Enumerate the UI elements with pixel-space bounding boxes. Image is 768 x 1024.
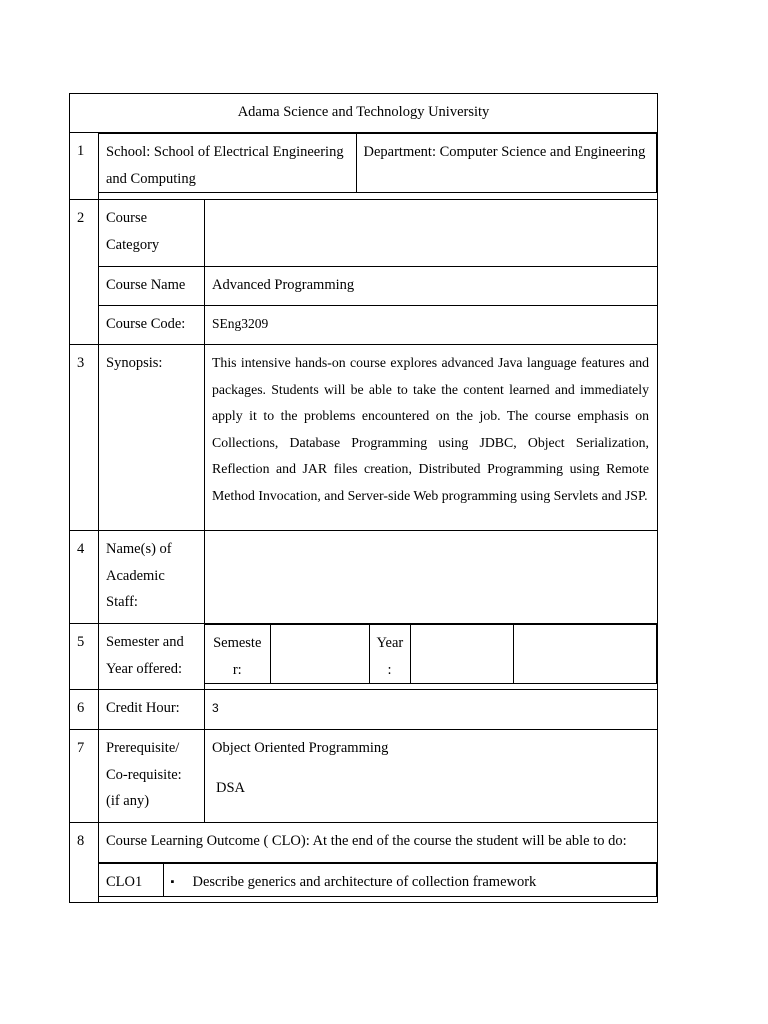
row-number: 8	[70, 823, 99, 903]
clo-text: Describe generics and architecture of collection framework	[192, 874, 537, 890]
row-number: 4	[70, 531, 99, 624]
clo-inner	[99, 863, 657, 897]
course-code-value: SEng3209	[205, 306, 658, 345]
semester-year-label: Semester and Year offered:	[99, 624, 205, 690]
school-dept-cell	[99, 133, 658, 200]
bullet-icon: ▪	[170, 876, 175, 888]
credit-hour-label: Credit Hour:	[99, 690, 205, 730]
university-title: Adama Science and Technology University	[70, 94, 658, 133]
prerequisite-item-2: DSA	[216, 779, 246, 796]
credit-hour-value: 3	[205, 690, 658, 730]
clo-text-cell	[163, 864, 657, 897]
prerequisite-value	[205, 730, 658, 823]
extra-value	[513, 625, 657, 684]
semester-value	[270, 625, 369, 684]
course-category-label: Course Category	[99, 200, 205, 267]
school-field: School: School of Electrical Engineering and Computing	[99, 134, 356, 193]
school-dept-inner	[99, 133, 657, 193]
year-value	[410, 625, 513, 684]
prerequisite-item-1: Object Oriented Programming	[212, 740, 389, 756]
row-number: 1	[70, 133, 99, 200]
semester-year-cell	[205, 624, 658, 690]
academic-staff-value	[205, 531, 658, 624]
row-number: 7	[70, 730, 99, 823]
clo-row	[99, 863, 658, 903]
synopsis-label: Synopsis:	[99, 345, 205, 531]
row-number: 5	[70, 624, 99, 690]
synopsis-text: This intensive hands-on course explores advanced Java language features and packages. Students will be able to take the content learned and immediately apply it to the problems encountered on the job. The course emphasis on Collections, Database Programming using JDBC, Object Serialization, Reflection and JAR files creation, Distributed Programming using Remote Method Invocation, and Server-side Web programming using Servlets and JSP.	[205, 345, 658, 531]
row-number: 3	[70, 345, 99, 531]
clo-id: CLO1	[99, 864, 163, 897]
year-label: Year :	[369, 625, 410, 684]
course-name-label: Course Name	[99, 267, 205, 306]
clo-heading: Course Learning Outcome ( CLO): At the end of the course the student will be able to do:	[99, 823, 658, 863]
semester-label: Semeste r:	[205, 625, 270, 684]
academic-staff-label: Name(s) of Academic Staff:	[99, 531, 205, 624]
row-number: 2	[70, 200, 99, 345]
prerequisite-label: Prerequisite/ Co-requisite: (if any)	[99, 730, 205, 823]
department-field: Department: Computer Science and Engineering	[356, 134, 657, 193]
semester-year-inner	[205, 624, 657, 684]
row-number: 6	[70, 690, 99, 730]
course-category-value	[205, 200, 658, 267]
course-spec-table	[69, 93, 658, 903]
course-code-label: Course Code:	[99, 306, 205, 345]
course-name-value: Advanced Programming	[205, 267, 658, 306]
